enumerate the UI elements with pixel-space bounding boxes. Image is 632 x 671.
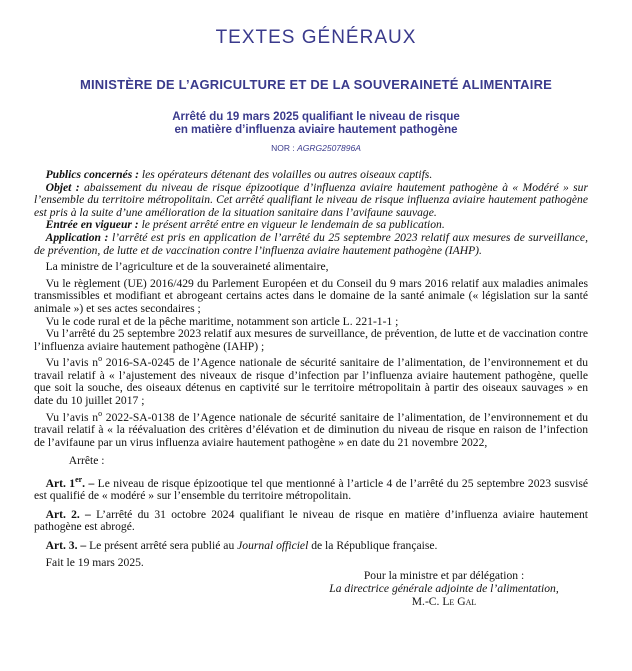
nor-reference — [0, 143, 632, 153]
vu-avis-2022: Vu l’avis $n^o$ 2022-SA-0138 de l’Agence nationale de sécurité sanitaire de l’alimentation, de l’environnement et du travail relatif à « la réévaluation des critères d’élévation et de diminution du niveau de risque en raison de l’infection de l’avifaune par un virus influenza aviaire hautement pathogène » en date du 21 novembre 2022, — [34, 408, 588, 449]
arrete-title-line-1: Arrêté du 19 mars 2025 qualifiant le niveau de risque — [172, 111, 460, 123]
vu-avis-2016: Vu l’avis $n^o$ 2016-SA-0245 de l’Agence nationale de sécurité sanitaire de l’alimentation, de l’environnement et du travail relatif à « l’ajustement des niveaux de risque d’infection par l’influenza aviaire hautement pathogène, quelle que soit la souche, des oiseaux détenus en captivité sur le territoire métropolitain à partir des oiseaux sauvages » en date du 10 juillet 2017 ; — [34, 354, 588, 407]
summary-publics: Publics concernés : les opérateurs détenant des volailles ou autres oiseaux captifs. — [45, 168, 433, 181]
article-2: Art. 2. – L’arrêté du 31 octobre 2024 qualifiant le niveau de risque en matière d’influenza aviaire hautement pathogène est abrogé. — [34, 507, 588, 534]
signature-block — [300, 569, 588, 608]
article-1: Art. 1er. – Le niveau de risque épizootique tel que mentionné à l’article 4 de l’arrêté du 25 septembre 2023 susvisé est qualifié de « modéré » sur l’ensemble du territoire métropolitain. — [34, 474, 588, 503]
delegation-line: Pour la ministre et par délégation : — [363, 569, 525, 582]
done-date: Fait le 19 mars 2025. — [45, 555, 144, 569]
article-3: Art. 3. – Le présent arrêté sera publié au Journal officiel de la République française. — [45, 539, 438, 553]
summary-objet: Objet : abaissement du niveau de risque épizootique d’influenza aviaire hautement pathogène à « Modéré » sur l’ensemble du territoire métropolitain. Cet arrêté qualifiant le niveau de risque influenza aviaire hautement pathogène est pris à la suite d’une amélioration de la situation sanitaire dans l’avifaune sauvage. — [34, 180, 588, 219]
summary-application: Application : l’arrêté est pris en application de l’arrêté du 25 septembre 2023 relatif aux mesures de surveillance, de prévention, de lutte et de vaccination contre l’influenza aviaire hautement pathogène (IAHP). — [34, 230, 588, 257]
document-body — [34, 169, 588, 569]
nor-label: NOR : — [271, 143, 295, 153]
summary-entree: Entrée en vigueur : le présent arrêté entre en vigueur le lendemain de sa publication. — [45, 218, 445, 232]
arrete-label: Arrête : — [68, 454, 105, 468]
section-title: TEXTES GÉNÉRAUX — [215, 27, 417, 48]
vu-reglement: Vu le règlement (UE) 2016/429 du Parlement Européen et du Conseil du 9 mars 2016 relatif aux maladies animales transmissibles et modifiant et abrogeant certains actes dans le domaine de la santé animale (« législation sur la santé animale ») et ses actes secondaires ; — [34, 276, 588, 315]
signatory-name: M.-C. Le Gal — [411, 595, 477, 608]
vu-code-rural: Vu le code rural et de la pêche maritime, notamment son article L. 221-1-1 ; — [45, 314, 399, 328]
arrete-title-line-2: en matière d’influenza aviaire hautement pathogène — [174, 124, 458, 136]
signatory-role: La directrice générale adjointe de l’alimentation, — [329, 582, 559, 595]
preamble-minister: La ministre de l’agriculture et de la souveraineté alimentaire, — [45, 260, 329, 274]
summary-block — [34, 169, 588, 257]
nor-value: AGRG2507896A — [297, 143, 361, 153]
vu-arrete-2023: Vu l’arrêté du 25 septembre 2023 relatif aux mesures de surveillance, de prévention, de lutte et de vaccination contre l’influenza aviaire hautement pathogène (IAHP) ; — [34, 327, 588, 353]
ministry-heading: MINISTÈRE DE L’AGRICULTURE ET DE LA SOUVERAINETÉ ALIMENTAIRE — [79, 77, 553, 92]
arrete-title — [0, 111, 632, 137]
